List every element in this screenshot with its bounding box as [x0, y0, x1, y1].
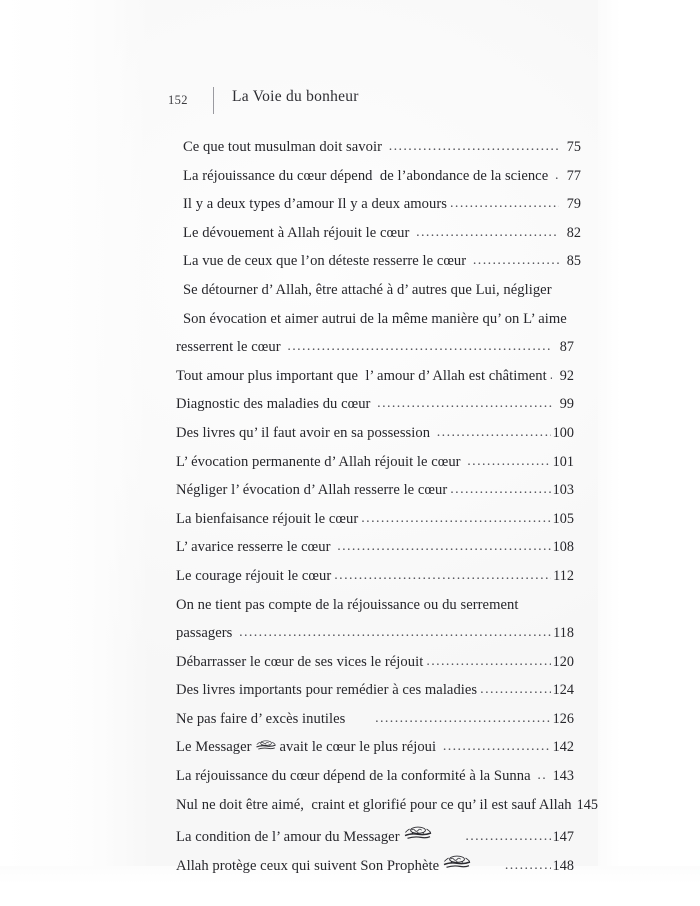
- toc-entry[interactable]: [176, 796, 599, 827]
- toc-dot-leader: [555, 168, 559, 183]
- toc-entry-title-cont: [475, 859, 479, 875]
- toc-page-number: 75: [566, 139, 581, 155]
- toc-dot-leader: [437, 425, 551, 440]
- toc-entry-title: On ne tient pas compte de la réjouissance ou du serrement: [176, 596, 519, 613]
- toc-entry[interactable]: [176, 512, 574, 541]
- toc-entry[interactable]: [176, 397, 574, 426]
- toc-entry-title: Diagnostic des maladies du cœur: [176, 396, 375, 413]
- toc-page-number: 105: [552, 510, 574, 527]
- toc-entry-title: Ne pas faire d’ excès inutiles: [176, 710, 350, 727]
- toc-entry[interactable]: [176, 540, 574, 569]
- toc-entry-title: Nul ne doit être aimé, craint et glorifié pour ce qu’ il est sauf Allah: [176, 796, 572, 813]
- toc-dot-leader: [337, 539, 550, 554]
- running-head: [168, 86, 588, 116]
- toc-entry[interactable]: [176, 712, 574, 741]
- running-head-divider: [213, 87, 214, 114]
- toc-entry-title: Son évocation et aimer autrui de la même manière qu’ on L’ aime: [183, 310, 567, 327]
- toc-entry[interactable]: [176, 140, 581, 169]
- toc-dot-leader: [426, 654, 550, 669]
- salawat-glyph: [255, 740, 277, 751]
- toc-dot-leader: [377, 396, 552, 411]
- toc-entry[interactable]: [176, 598, 574, 627]
- toc-dot-leader: [239, 625, 551, 640]
- toc-dot-leader: [450, 196, 559, 211]
- toc-entry[interactable]: [176, 283, 581, 312]
- toc-entry[interactable]: [176, 226, 581, 255]
- toc-page-number: 100: [552, 424, 574, 441]
- toc-page-number: 87: [559, 339, 574, 356]
- toc-dot-leader: [537, 768, 550, 783]
- toc-entry-title: La condition de l’ amour du Messager: [176, 829, 400, 846]
- toc-page-number: 85: [566, 253, 581, 270]
- page-left-tint: [0, 0, 150, 906]
- toc-entry[interactable]: [176, 626, 574, 655]
- toc-dot-leader: [465, 829, 550, 844]
- toc-entry-title: Débarrasser le cœur de ses vices le réjouit: [176, 653, 424, 670]
- toc-entry-title: L’ évocation permanente d’ Allah réjouit le cœur: [176, 453, 465, 470]
- toc-entry-title: resserrent le cœur: [176, 339, 285, 356]
- toc-page-number: 126: [552, 710, 574, 727]
- toc-entry-title: Le courage réjouit le cœur: [176, 567, 332, 584]
- toc-entry[interactable]: [176, 340, 574, 369]
- toc-dot-leader: [473, 253, 559, 268]
- toc-entry-title: Il y a deux types d’amour Il y a deux amours: [183, 196, 448, 213]
- toc-dot-leader: [443, 739, 551, 754]
- toc-entry-title: La vue de ceux que l’on déteste resserre le cœur: [183, 253, 470, 270]
- toc-entry[interactable]: [176, 169, 581, 198]
- toc-dot-leader: [334, 568, 551, 583]
- toc-entry-title: La bienfaisance réjouit le cœur: [176, 510, 359, 527]
- toc-entry-title-cont: [436, 830, 440, 846]
- toc-entry-title: Se détourner d’ Allah, être attaché à d’ autres que Lui, négliger: [183, 281, 552, 298]
- toc-entry[interactable]: [176, 483, 574, 512]
- page-folio-number: 152: [168, 93, 188, 107]
- toc-page-number: 145: [576, 796, 599, 813]
- toc-entry[interactable]: [176, 855, 574, 884]
- toc-entry[interactable]: [176, 455, 574, 484]
- toc-entry[interactable]: [176, 197, 581, 226]
- toc-entry-title-cont: avait le cœur le plus réjoui: [279, 739, 440, 756]
- toc-dot-leader: [450, 482, 550, 497]
- toc-dot-leader: [361, 511, 550, 526]
- toc-entry[interactable]: [176, 254, 581, 283]
- toc-entry[interactable]: [176, 769, 574, 798]
- page-right-edge: [598, 0, 700, 878]
- toc-page-number: 143: [552, 768, 574, 785]
- toc-dot-leader: [550, 368, 552, 383]
- toc-entry-title: passagers: [176, 625, 237, 642]
- salawat-glyph: [442, 855, 472, 870]
- toc-page-number: 142: [552, 739, 574, 756]
- toc-page-number: 99: [559, 396, 574, 413]
- toc-entry-title: Des livres importants pour remédier à ces maladies: [176, 682, 478, 699]
- toc-dot-leader: [416, 225, 559, 240]
- toc-entry-title: Tout amour plus important que l’ amour d’ Allah est châtiment: [176, 367, 547, 384]
- toc-entry[interactable]: [176, 312, 581, 341]
- toc-page-number: 103: [552, 482, 574, 499]
- toc-entry[interactable]: [176, 655, 574, 684]
- toc-dot-leader: [480, 682, 550, 697]
- toc-dot-leader: [375, 711, 550, 726]
- toc-entry-title: La réjouissance du cœur dépend de l’abondance de la science: [183, 167, 552, 184]
- toc-page-number: 92: [559, 367, 574, 384]
- toc-page-number: 120: [552, 653, 574, 670]
- toc-entry-title: Ce que tout musulman doit savoir: [183, 139, 386, 155]
- toc-entry[interactable]: [176, 826, 574, 855]
- toc-entry-title: L’ avarice resserre le cœur: [176, 539, 335, 556]
- toc-entry-title: Allah protège ceux qui suivent Son Prophète: [176, 857, 440, 874]
- salawat-glyph: [403, 826, 433, 841]
- toc-dot-leader: [287, 339, 552, 354]
- toc-page-number: 118: [553, 625, 574, 642]
- toc-entry-title: Le Messager: [176, 739, 252, 756]
- toc-page-number: 148: [552, 857, 574, 874]
- toc-page-number: 124: [552, 682, 574, 699]
- toc-entry-title: La réjouissance du cœur dépend de la conformité à la Sunna: [176, 768, 535, 785]
- toc-entry-title: Négliger l’ évocation d’ Allah resserre le cœur: [176, 482, 448, 499]
- toc-dot-leader: [389, 139, 559, 154]
- toc-entry[interactable]: [176, 569, 574, 598]
- toc-page-number: 108: [552, 539, 574, 556]
- toc-page-number: 79: [566, 196, 581, 213]
- toc-dot-leader: [467, 454, 550, 469]
- toc-entry-title: Des livres qu’ il faut avoir en sa possession: [176, 424, 434, 441]
- toc-entry[interactable]: [176, 683, 574, 712]
- toc-dot-leader: [505, 858, 551, 873]
- table-of-contents: [176, 139, 599, 883]
- toc-page-number: 101: [552, 453, 574, 470]
- toc-page-number: 147: [552, 829, 574, 846]
- toc-page-number: 77: [566, 167, 581, 184]
- book-title: La Voie du bonheur: [232, 88, 359, 105]
- toc-page-number: 112: [553, 567, 574, 584]
- toc-page-number: 82: [566, 224, 581, 241]
- toc-entry[interactable]: [176, 426, 574, 455]
- toc-entry-title: Le dévouement à Allah réjouit le cœur: [183, 224, 414, 241]
- toc-entry[interactable]: [176, 740, 574, 769]
- toc-entry[interactable]: [176, 369, 574, 398]
